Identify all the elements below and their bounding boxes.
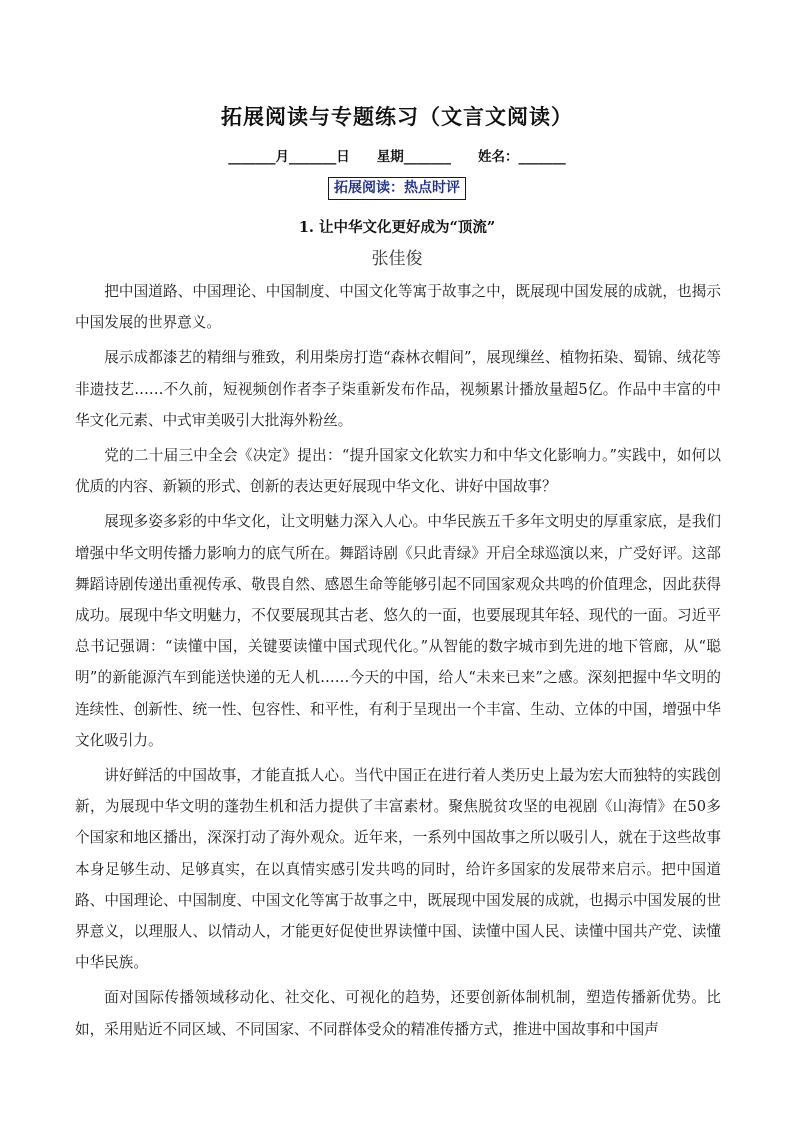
worksheet-title: 拓展阅读与专题练习（文言文阅读） bbox=[221, 104, 573, 129]
article-paragraph: 把中国道路、中国理论、中国制度、中国文化等寓于故事之中，既展现中国发展的成就，也揭示中国发展的世界意义。 bbox=[75, 283, 721, 332]
article-paragraph: 讲好鲜活的中国故事，才能直抵人心。当代中国正在进行着人类历史上最为宏大而独特的实践创新，为展现中华文明的蓬勃生机和活力提供了丰富素材。聚焦脱贫攻坚的电视剧《山海情》在50多个国家和地区播出，深深打动了海外观众。近年来，一系列中国故事之所以吸引人，就在于这些故事本身足够生动、足够真实，在以真情实感引发共鸣的同时，给许多国家的发展带来启示。把中国道路、中国理论、中国制度、中国文化等寓于故事之中，既展现中国发展的成就，也揭示中国发展的世界意义，以理服人、以情动人，才能更好促使世界读懂中国、读懂中国人民、读懂中国共产党、读懂中华民族。 bbox=[75, 767, 721, 972]
article-body bbox=[75, 276, 721, 1049]
date-name-fill-line: _______月_______日 星期_______ 姓名：_______ bbox=[228, 149, 566, 165]
article-paragraph: 党的二十届三中全会《决定》提出：“提升国家文化软实力和中华文化影响力。”实践中，如何以优质的内容、新颖的形式、创新的表达更好展现中华文化、讲好中国故事？ bbox=[75, 447, 721, 496]
article-paragraph: 面对国际传播领域移动化、社交化、可视化的趋势，还要创新体制机制，塑造传播新优势。比如，采用贴近不同区域、不同国家、不同群体受众的精准传播方式，推进中国故事和中国声 bbox=[75, 989, 721, 1038]
section-tag: 拓展阅读：热点时评 bbox=[328, 177, 466, 200]
article-title: 1. 让中华文化更好成为“顶流” bbox=[298, 219, 496, 236]
article-paragraph: 展现多姿多彩的中华文化，让文明魅力深入人心。中华民族五千多年文明史的厚重家底，是我们增强中华文明传播力影响力的底气所在。舞蹈诗剧《只此青绿》开启全球巡演以来，广受好评。这部舞蹈诗剧传递出重视传承、敬畏自然、感恩生命等能够引起不同国家观众共鸣的价值理念，因此获得成功。展现中华文明魅力，不仅要展现其古老、悠久的一面，也要展现其年轻、现代的一面。习近平总书记强调：“读懂中国，关键要读懂中国式现代化。”从智能的数字城市到先进的地下管廊，从“聪明”的新能源汽车到能送快递的无人机……今天的中国，给人“未来已来”之感。深刻把握中华文明的连续性、创新性、统一性、包容性、和平性，有利于呈现出一个丰富、生动、立体的中国，增强中华文化吸引力。 bbox=[75, 513, 721, 749]
article-author: 张佳俊 bbox=[371, 249, 423, 269]
section-tag-container bbox=[0, 177, 794, 200]
article-paragraph: 展示成都漆艺的精细与雅致，利用柴房打造“森林衣帽间”，展现缫丝、植物拓染、蜀锦、绒花等非遗技艺……不久前，短视频创作者李子柒重新发布作品，视频累计播放量超5亿。作品中丰富的中华文化元素、中式审美吸引大批海外粉丝。 bbox=[75, 349, 721, 429]
